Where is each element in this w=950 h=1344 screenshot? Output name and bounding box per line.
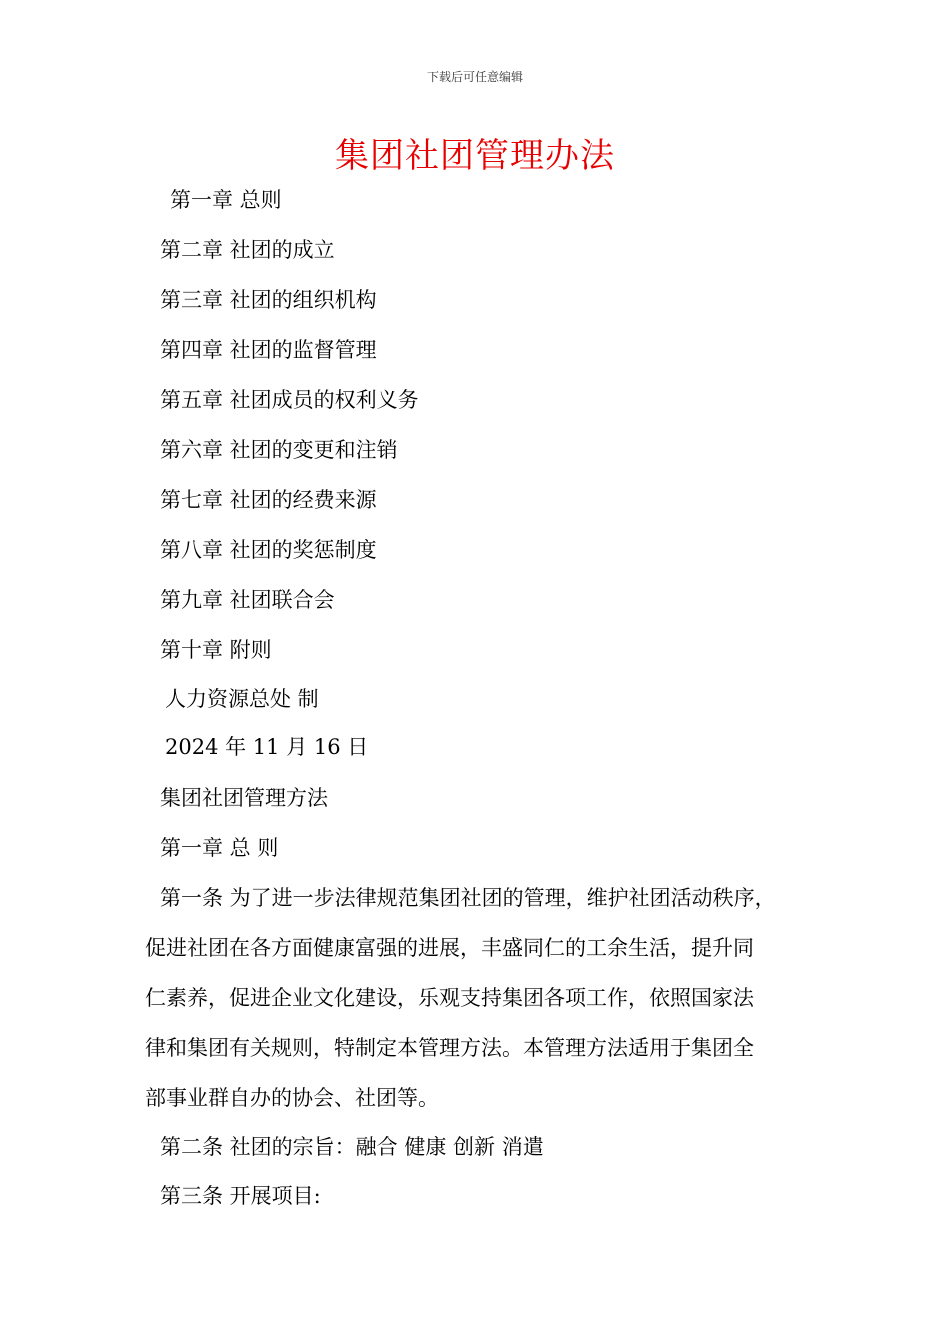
- toc-item-chapter-6: 第六章 社团的变更和注销: [160, 438, 398, 462]
- article-3: 第三条 开展项目:: [160, 1184, 321, 1208]
- issue-date: 2024 年 11 月 16 日: [165, 735, 369, 759]
- toc-item-chapter-1: 第一章 总则: [170, 188, 282, 212]
- toc-item-chapter-5: 第五章 社团成员的权利义务: [160, 388, 419, 412]
- article-2: 第二条 社团的宗旨：融合 健康 创新 消遣: [160, 1135, 544, 1159]
- toc-item-chapter-9: 第九章 社团联合会: [160, 588, 335, 612]
- document-subtitle: 集团社团管理方法: [160, 786, 328, 810]
- article-1-line: 部事业群自办的协会、社团等。: [145, 1086, 439, 1110]
- toc-item-chapter-7: 第七章 社团的经费来源: [160, 488, 377, 512]
- toc-item-chapter-8: 第八章 社团的奖惩制度: [160, 538, 377, 562]
- chapter-1-heading: 第一章 总 则: [160, 836, 279, 860]
- article-1-line: 律和集团有关规则，特制定本管理方法。本管理方法适用于集团全: [145, 1036, 754, 1060]
- article-1-line: 促进社团在各方面健康富强的进展，丰盛同仁的工余生活，提升同: [145, 936, 754, 960]
- toc-item-chapter-3: 第三章 社团的组织机构: [160, 288, 377, 312]
- issuer-line: 人力资源总处 制: [165, 687, 319, 711]
- toc-item-chapter-2: 第二章 社团的成立: [160, 238, 335, 262]
- article-1-line: 仁素养，促进企业文化建设，乐观支持集团各项工作，依照国家法: [145, 986, 754, 1010]
- article-1-line: 第一条 为了进一步法律规范集团社团的管理，维护社团活动秩序，: [160, 886, 776, 910]
- toc-item-chapter-4: 第四章 社团的监督管理: [160, 338, 377, 362]
- toc-item-chapter-10: 第十章 附则: [160, 638, 272, 662]
- document-title: 集团社团管理办法: [335, 136, 615, 176]
- header-note: 下载后可任意编辑: [426, 70, 523, 84]
